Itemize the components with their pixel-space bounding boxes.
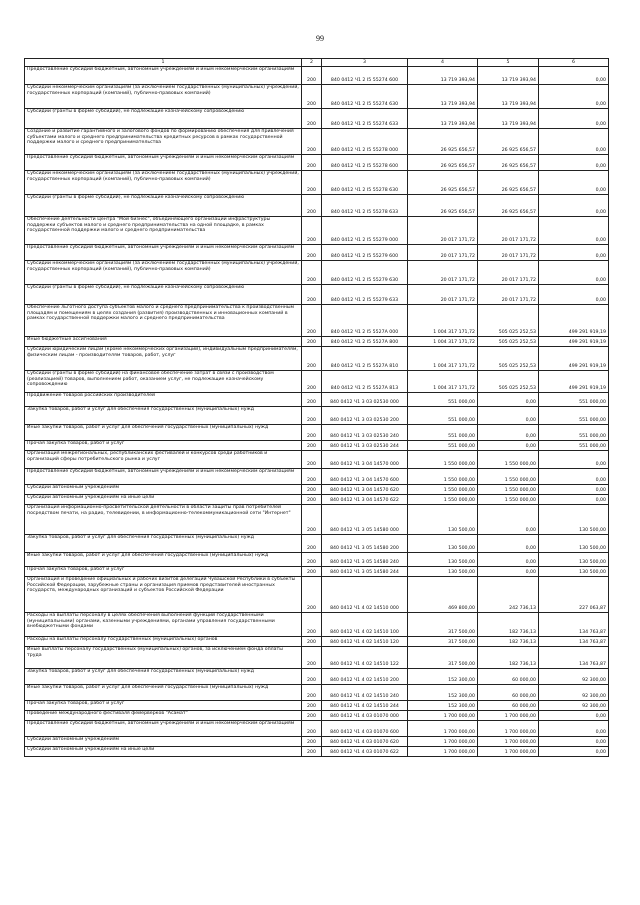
- row-classifier-code-cell: 840 0412 Ч1 2 I5 55278 633: [322, 195, 408, 217]
- row-executed-amount-cell: 20 017 171,72: [478, 217, 539, 245]
- row-line-code-cell: 200: [302, 305, 322, 337]
- table-row: [25, 129, 609, 155]
- row-approved-amount-cell: 26 925 656,57: [408, 195, 478, 217]
- row-executed-amount-cell: 20 017 171,72: [478, 261, 539, 285]
- row-executed-amount-cell: 182 736,13: [478, 647, 539, 669]
- row-name-cell: Субсидии (гранты в форме субсидий), не подлежащие казначейскому сопровождению: [25, 109, 302, 129]
- row-executed-amount-cell: 1 700 000,00: [478, 737, 539, 747]
- table-row: [25, 451, 609, 469]
- table-row: [25, 505, 609, 535]
- row-name-cell: Предоставление субсидий бюджетным, автономным учреждениям и иным некоммерческим организациям: [25, 721, 302, 737]
- row-classifier-code-cell: 840 0412 Ч1 3 04 14570 000: [322, 451, 408, 469]
- row-line-code-cell: 200: [302, 505, 322, 535]
- row-executed-amount-cell: 0,00: [478, 441, 539, 451]
- row-unexecuted-amount-cell: 499 291 919,19: [539, 305, 609, 337]
- table-row: [25, 393, 609, 407]
- row-name-cell: Продвижение товаров российских производителей: [25, 393, 302, 407]
- row-classifier-code-cell: 840 0412 Ч1 4 02 14510 000: [322, 577, 408, 613]
- row-unexecuted-amount-cell: 499 291 919,19: [539, 347, 609, 371]
- row-unexecuted-amount-cell: 0,00: [539, 85, 609, 109]
- row-unexecuted-amount-cell: 130 500,00: [539, 567, 609, 577]
- row-approved-amount-cell: 13 719 393,94: [408, 67, 478, 85]
- row-unexecuted-amount-cell: 0,00: [539, 217, 609, 245]
- row-unexecuted-amount-cell: 227 063,87: [539, 577, 609, 613]
- row-classifier-code-cell: 840 0412 Ч1 4 03 01070 000: [322, 711, 408, 721]
- row-classifier-code-cell: 840 0412 Ч1 3 05 14580 000: [322, 505, 408, 535]
- row-line-code-cell: 200: [302, 737, 322, 747]
- row-unexecuted-amount-cell: 0,00: [539, 495, 609, 505]
- row-classifier-code-cell: 840 0412 Ч1 4 02 14510 244: [322, 701, 408, 711]
- row-approved-amount-cell: 1 700 000,00: [408, 737, 478, 747]
- row-approved-amount-cell: 1 004 317 171,72: [408, 347, 478, 371]
- row-approved-amount-cell: 152 300,00: [408, 685, 478, 701]
- row-approved-amount-cell: 13 719 393,94: [408, 85, 478, 109]
- table-row: [25, 285, 609, 305]
- row-unexecuted-amount-cell: 551 000,00: [539, 441, 609, 451]
- row-approved-amount-cell: 130 500,00: [408, 553, 478, 567]
- row-unexecuted-amount-cell: 92 300,00: [539, 701, 609, 711]
- row-classifier-code-cell: 840 0412 Ч1 3 04 14570 620: [322, 485, 408, 495]
- row-approved-amount-cell: 551 000,00: [408, 393, 478, 407]
- row-name-cell: Организация информационно-просветительской деятельности в области защиты прав потребителей посредством печати, на радио, телевидении, в информационно-телекоммуникационной сети "Интернет": [25, 505, 302, 535]
- row-line-code-cell: 200: [302, 495, 322, 505]
- row-unexecuted-amount-cell: 0,00: [539, 67, 609, 85]
- row-unexecuted-amount-cell: 0,00: [539, 245, 609, 261]
- row-executed-amount-cell: 0,00: [478, 535, 539, 553]
- row-name-cell: Субсидии некоммерческим организациям (за исключением государственных (муниципальных) учреждений, государственных корпораций (компаний), публично-правовых компаний): [25, 261, 302, 285]
- row-approved-amount-cell: 20 017 171,72: [408, 285, 478, 305]
- row-unexecuted-amount-cell: 134 763,87: [539, 613, 609, 637]
- row-line-code-cell: 200: [302, 553, 322, 567]
- row-unexecuted-amount-cell: 0,00: [539, 737, 609, 747]
- row-classifier-code-cell: 840 0412 Ч1 2 I5 55279 600: [322, 245, 408, 261]
- table-row: [25, 245, 609, 261]
- row-classifier-code-cell: 840 0412 Ч1 2 I5 5527А 800: [322, 337, 408, 347]
- row-name-cell: Обеспечение деятельности Центра "Мой бизнес", объединяющего организации инфраструктуры поддержки субъектов малого и среднего предпринимательства на одной площадке, в рамках государственной поддержки малого и среднего предпринимательства: [25, 217, 302, 245]
- row-name-cell: Субсидии некоммерческим организациям (за исключением государственных (муниципальных) учреждений, государственных корпораций (компаний), публично-правовых компаний): [25, 171, 302, 195]
- table-row: [25, 407, 609, 425]
- row-name-cell: Проведение международного фестиваля фейерверков "Асамат": [25, 711, 302, 721]
- row-unexecuted-amount-cell: 0,00: [539, 747, 609, 757]
- row-executed-amount-cell: 1 550 000,00: [478, 495, 539, 505]
- row-classifier-code-cell: 840 0412 Ч1 2 I5 5527А 810: [322, 347, 408, 371]
- table-row: [25, 441, 609, 451]
- row-unexecuted-amount-cell: 551 000,00: [539, 393, 609, 407]
- row-classifier-code-cell: 840 0412 Ч1 4 03 01070 622: [322, 747, 408, 757]
- row-name-cell: Субсидии автономным учреждениям: [25, 485, 302, 495]
- row-name-cell: Прочая закупка товаров, работ и услуг: [25, 567, 302, 577]
- row-classifier-code-cell: 840 0412 Ч1 2 I5 5527А 813: [322, 371, 408, 393]
- row-name-cell: Иные закупки товаров, работ и услуг для обеспечения государственных (муниципальных) нужд: [25, 553, 302, 567]
- row-classifier-code-cell: 840 0412 Ч1 3 03 02530 244: [322, 441, 408, 451]
- table-row: [25, 347, 609, 371]
- row-line-code-cell: 200: [302, 647, 322, 669]
- row-approved-amount-cell: 1 550 000,00: [408, 495, 478, 505]
- row-name-cell: Создание и развитие гарантийного и залогового фондов по формированию обеспечения для привлечения субъектами малого и среднего предпринимательства кредитных ресурсов в рамках государственной поддержки малого и среднего предпринимательства: [25, 129, 302, 155]
- row-executed-amount-cell: 505 025 252,53: [478, 305, 539, 337]
- row-unexecuted-amount-cell: 92 300,00: [539, 685, 609, 701]
- row-approved-amount-cell: 1 550 000,00: [408, 451, 478, 469]
- row-name-cell: Субсидии (гранты в форме субсидий), не подлежащие казначейскому сопровождению: [25, 195, 302, 217]
- row-approved-amount-cell: 26 925 656,57: [408, 155, 478, 171]
- row-executed-amount-cell: 26 925 656,57: [478, 155, 539, 171]
- row-name-cell: Иные закупки товаров, работ и услуг для обеспечения государственных (муниципальных) нужд: [25, 685, 302, 701]
- row-unexecuted-amount-cell: 551 000,00: [539, 425, 609, 441]
- table-row: [25, 647, 609, 669]
- row-approved-amount-cell: 469 800,00: [408, 577, 478, 613]
- row-line-code-cell: 200: [302, 567, 322, 577]
- row-name-cell: Организация и проведение официальных и рабочих визитов делегаций Чувашской Республики в субъекты Российской Федерации, зарубежные страны и организация приемов представителей иностранных государств, международных организаций и субъектов Российской Федерации: [25, 577, 302, 613]
- row-approved-amount-cell: 130 500,00: [408, 567, 478, 577]
- header-col-2: 2: [302, 59, 322, 67]
- row-executed-amount-cell: 26 925 656,57: [478, 129, 539, 155]
- row-executed-amount-cell: 60 000,00: [478, 701, 539, 711]
- row-approved-amount-cell: 13 719 393,94: [408, 109, 478, 129]
- row-unexecuted-amount-cell: 0,00: [539, 451, 609, 469]
- row-line-code-cell: 200: [302, 577, 322, 613]
- table-row: [25, 109, 609, 129]
- row-classifier-code-cell: 840 0412 Ч1 2 I5 55274 630: [322, 85, 408, 109]
- row-classifier-code-cell: 840 0412 Ч1 2 I5 55278 630: [322, 171, 408, 195]
- table-row: [25, 195, 609, 217]
- row-line-code-cell: 200: [302, 747, 322, 757]
- header-col-4: 4: [408, 59, 478, 67]
- row-name-cell: Предоставление субсидий бюджетным, автономным учреждениям и иным некоммерческим организациям: [25, 469, 302, 485]
- row-classifier-code-cell: 840 0412 Ч1 2 I5 5527А 000: [322, 305, 408, 337]
- row-unexecuted-amount-cell: 0,00: [539, 129, 609, 155]
- table-row: [25, 155, 609, 171]
- row-approved-amount-cell: 551 000,00: [408, 425, 478, 441]
- row-approved-amount-cell: 130 500,00: [408, 535, 478, 553]
- row-executed-amount-cell: 1 700 000,00: [478, 721, 539, 737]
- row-name-cell: Расходы на выплаты персоналу в целях обеспечения выполнения функций государственными (муниципальными) органами, казенными учреждениями, органами управления государственными внебюджетными фондами: [25, 613, 302, 637]
- row-line-code-cell: 200: [302, 109, 322, 129]
- row-executed-amount-cell: 1 700 000,00: [478, 747, 539, 757]
- table-row: [25, 337, 609, 347]
- row-classifier-code-cell: 840 0412 Ч1 4 03 01070 620: [322, 737, 408, 747]
- row-name-cell: Обеспечение льготного доступа субъектов малого и среднего предпринимательства к производственным площадям и помещениям в целях создания (развития) производственных и инновационных компаний в рамках государственной поддержки малого и среднего предпринимательства: [25, 305, 302, 337]
- row-name-cell: Предоставление субсидий бюджетным, автономным учреждениям и иным некоммерческим организациям: [25, 155, 302, 171]
- row-executed-amount-cell: 1 550 000,00: [478, 469, 539, 485]
- row-classifier-code-cell: 840 0412 Ч1 2 I5 55274 633: [322, 109, 408, 129]
- table-row: [25, 535, 609, 553]
- row-classifier-code-cell: 840 0412 Ч1 4 02 14510 240: [322, 685, 408, 701]
- row-unexecuted-amount-cell: 0,00: [539, 109, 609, 129]
- row-executed-amount-cell: 242 736,13: [478, 577, 539, 613]
- table-row: [25, 495, 609, 505]
- row-classifier-code-cell: 840 0412 Ч1 3 03 02530 000: [322, 393, 408, 407]
- row-executed-amount-cell: 26 925 656,57: [478, 195, 539, 217]
- row-name-cell: Прочая закупка товаров, работ и услуг: [25, 701, 302, 711]
- row-approved-amount-cell: 1 004 317 171,72: [408, 337, 478, 347]
- header-col-6: 6: [539, 59, 609, 67]
- row-approved-amount-cell: 551 000,00: [408, 441, 478, 451]
- table-header-row: [25, 59, 609, 67]
- row-classifier-code-cell: 840 0412 Ч1 2 I5 55278 000: [322, 129, 408, 155]
- row-name-cell: Субсидии юридическим лицам (кроме некоммерческих организаций), индивидуальным предпринимателям, физическим лицам - производителям товаров, работ, услуг: [25, 347, 302, 371]
- row-approved-amount-cell: 317 500,00: [408, 637, 478, 647]
- row-line-code-cell: 200: [302, 85, 322, 109]
- row-executed-amount-cell: 0,00: [478, 553, 539, 567]
- row-line-code-cell: 200: [302, 171, 322, 195]
- row-executed-amount-cell: 0,00: [478, 393, 539, 407]
- row-name-cell: Закупка товаров, работ и услуг для обеспечения государственных (муниципальных) нужд: [25, 407, 302, 425]
- row-unexecuted-amount-cell: 499 291 919,19: [539, 337, 609, 347]
- table-row: [25, 721, 609, 737]
- row-line-code-cell: 200: [302, 347, 322, 371]
- row-line-code-cell: 200: [302, 407, 322, 425]
- table-row: [25, 553, 609, 567]
- row-approved-amount-cell: 551 000,00: [408, 407, 478, 425]
- row-classifier-code-cell: 840 0412 Ч1 4 03 01070 600: [322, 721, 408, 737]
- row-approved-amount-cell: 317 500,00: [408, 613, 478, 637]
- row-executed-amount-cell: 182 736,13: [478, 613, 539, 637]
- row-unexecuted-amount-cell: 130 500,00: [539, 505, 609, 535]
- row-line-code-cell: 200: [302, 285, 322, 305]
- row-line-code-cell: 200: [302, 535, 322, 553]
- row-unexecuted-amount-cell: 130 500,00: [539, 553, 609, 567]
- row-executed-amount-cell: 505 025 252,53: [478, 347, 539, 371]
- row-approved-amount-cell: 26 925 656,57: [408, 171, 478, 195]
- row-line-code-cell: 200: [302, 245, 322, 261]
- table-row: [25, 747, 609, 757]
- header-col-1: 1: [25, 59, 302, 67]
- row-unexecuted-amount-cell: 0,00: [539, 721, 609, 737]
- row-approved-amount-cell: 20 017 171,72: [408, 261, 478, 285]
- row-line-code-cell: 200: [302, 337, 322, 347]
- row-executed-amount-cell: 505 025 252,53: [478, 371, 539, 393]
- row-unexecuted-amount-cell: 134 763,87: [539, 637, 609, 647]
- row-approved-amount-cell: 152 300,00: [408, 701, 478, 711]
- row-executed-amount-cell: 20 017 171,72: [478, 285, 539, 305]
- row-name-cell: Расходы на выплаты персоналу государственных (муниципальных) органов: [25, 637, 302, 647]
- row-line-code-cell: 200: [302, 217, 322, 245]
- table-row: [25, 567, 609, 577]
- row-name-cell: Субсидии автономным учреждениям на иные цели: [25, 495, 302, 505]
- row-unexecuted-amount-cell: 0,00: [539, 261, 609, 285]
- row-executed-amount-cell: 60 000,00: [478, 669, 539, 685]
- row-line-code-cell: 200: [302, 485, 322, 495]
- row-unexecuted-amount-cell: 0,00: [539, 195, 609, 217]
- row-line-code-cell: 200: [302, 613, 322, 637]
- row-approved-amount-cell: 1 004 317 171,72: [408, 371, 478, 393]
- row-executed-amount-cell: 60 000,00: [478, 685, 539, 701]
- row-approved-amount-cell: 1 700 000,00: [408, 721, 478, 737]
- row-line-code-cell: 200: [302, 195, 322, 217]
- row-approved-amount-cell: 317 500,00: [408, 647, 478, 669]
- row-line-code-cell: 200: [302, 67, 322, 85]
- row-unexecuted-amount-cell: 551 000,00: [539, 407, 609, 425]
- row-classifier-code-cell: 840 0412 Ч1 3 04 14570 622: [322, 495, 408, 505]
- row-name-cell: Закупка товаров, работ и услуг для обеспечения государственных (муниципальных) нужд: [25, 669, 302, 685]
- row-classifier-code-cell: 840 0412 Ч1 2 I5 55279 630: [322, 261, 408, 285]
- row-approved-amount-cell: 130 500,00: [408, 505, 478, 535]
- row-executed-amount-cell: 13 719 393,94: [478, 67, 539, 85]
- row-approved-amount-cell: 20 017 171,72: [408, 217, 478, 245]
- row-line-code-cell: 200: [302, 637, 322, 647]
- row-classifier-code-cell: 840 0412 Ч1 3 04 14570 600: [322, 469, 408, 485]
- row-classifier-code-cell: 840 0412 Ч1 3 05 14580 240: [322, 553, 408, 567]
- row-approved-amount-cell: 1 700 000,00: [408, 711, 478, 721]
- row-name-cell: Иные бюджетные ассигнования: [25, 337, 302, 347]
- row-classifier-code-cell: 840 0412 Ч1 2 I5 55279 633: [322, 285, 408, 305]
- table-row: [25, 577, 609, 613]
- header-col-5: 5: [478, 59, 539, 67]
- table-row: [25, 261, 609, 285]
- row-classifier-code-cell: 840 0412 Ч1 4 02 14510 200: [322, 669, 408, 685]
- row-line-code-cell: 200: [302, 721, 322, 737]
- row-name-cell: Субсидии автономным учреждениям: [25, 737, 302, 747]
- row-classifier-code-cell: 840 0412 Ч1 2 I5 55274 600: [322, 67, 408, 85]
- row-name-cell: Субсидии (гранты в форме субсидий) на финансовое обеспечение затрат в связи с производством (реализацией) товаров, выполнением работ, оказанием услуг, не подлежащие казначейскому сопровождению: [25, 371, 302, 393]
- row-approved-amount-cell: 152 300,00: [408, 669, 478, 685]
- table-row: [25, 67, 609, 85]
- row-executed-amount-cell: 0,00: [478, 407, 539, 425]
- table-row: [25, 85, 609, 109]
- header-col-3: 3: [322, 59, 408, 67]
- row-classifier-code-cell: 840 0412 Ч1 3 05 14580 200: [322, 535, 408, 553]
- row-unexecuted-amount-cell: 134 763,87: [539, 647, 609, 669]
- row-executed-amount-cell: 20 017 171,72: [478, 245, 539, 261]
- row-approved-amount-cell: 1 550 000,00: [408, 485, 478, 495]
- row-classifier-code-cell: 840 0412 Ч1 3 03 02530 240: [322, 425, 408, 441]
- row-classifier-code-cell: 840 0412 Ч1 2 I5 55278 600: [322, 155, 408, 171]
- row-approved-amount-cell: 20 017 171,72: [408, 245, 478, 261]
- row-name-cell: Субсидии (гранты в форме субсидий), не подлежащие казначейскому сопровождению: [25, 285, 302, 305]
- table-row: [25, 469, 609, 485]
- row-unexecuted-amount-cell: 0,00: [539, 711, 609, 721]
- row-unexecuted-amount-cell: 0,00: [539, 285, 609, 305]
- row-name-cell: Субсидии некоммерческим организациям (за исключением государственных (муниципальных) учреждений, государственных корпораций (компаний), публично-правовых компаний): [25, 85, 302, 109]
- budget-table: [24, 58, 609, 757]
- row-line-code-cell: 200: [302, 261, 322, 285]
- row-unexecuted-amount-cell: 0,00: [539, 485, 609, 495]
- row-executed-amount-cell: 0,00: [478, 505, 539, 535]
- row-executed-amount-cell: 182 736,13: [478, 637, 539, 647]
- row-line-code-cell: 200: [302, 669, 322, 685]
- row-executed-amount-cell: 1 700 000,00: [478, 711, 539, 721]
- row-unexecuted-amount-cell: 0,00: [539, 155, 609, 171]
- row-line-code-cell: 200: [302, 711, 322, 721]
- row-executed-amount-cell: 1 550 000,00: [478, 485, 539, 495]
- row-line-code-cell: 200: [302, 469, 322, 485]
- row-approved-amount-cell: 1 004 317 171,72: [408, 305, 478, 337]
- row-line-code-cell: 200: [302, 685, 322, 701]
- row-name-cell: Иные выплаты персоналу государственных (муниципальных) органов, за исключением фонда оплаты труда: [25, 647, 302, 669]
- row-unexecuted-amount-cell: 0,00: [539, 469, 609, 485]
- row-unexecuted-amount-cell: 130 500,00: [539, 535, 609, 553]
- row-approved-amount-cell: 26 925 656,57: [408, 129, 478, 155]
- table-row: [25, 171, 609, 195]
- row-classifier-code-cell: 840 0412 Ч1 3 03 02530 200: [322, 407, 408, 425]
- row-name-cell: Предоставление субсидий бюджетным, автономным учреждениям и иным некоммерческим организациям: [25, 67, 302, 85]
- page-number: 99: [316, 34, 324, 43]
- row-unexecuted-amount-cell: 499 291 919,19: [539, 371, 609, 393]
- table-row: [25, 485, 609, 495]
- row-classifier-code-cell: 840 0412 Ч1 3 05 14580 244: [322, 567, 408, 577]
- row-classifier-code-cell: 840 0412 Ч1 4 02 14510 100: [322, 613, 408, 637]
- table-row: [25, 711, 609, 721]
- table-row: [25, 737, 609, 747]
- row-unexecuted-amount-cell: 92 300,00: [539, 669, 609, 685]
- row-executed-amount-cell: 13 719 393,94: [478, 109, 539, 129]
- row-approved-amount-cell: 1 700 000,00: [408, 747, 478, 757]
- table-row: [25, 217, 609, 245]
- row-line-code-cell: 200: [302, 155, 322, 171]
- row-line-code-cell: 200: [302, 701, 322, 711]
- row-name-cell: Субсидии автономным учреждениям на иные цели: [25, 747, 302, 757]
- row-executed-amount-cell: 26 925 656,57: [478, 171, 539, 195]
- table-row: [25, 371, 609, 393]
- table-row: [25, 613, 609, 637]
- table-row: [25, 425, 609, 441]
- table-body: [25, 67, 609, 757]
- row-executed-amount-cell: 0,00: [478, 425, 539, 441]
- row-unexecuted-amount-cell: 0,00: [539, 171, 609, 195]
- table-row: [25, 669, 609, 685]
- row-executed-amount-cell: 13 719 393,94: [478, 85, 539, 109]
- row-name-cell: Прочая закупка товаров, работ и услуг: [25, 441, 302, 451]
- table-row: [25, 701, 609, 711]
- row-line-code-cell: 200: [302, 129, 322, 155]
- row-name-cell: Организация межрегиональных, республиканских фестивалей и конкурсов среди работников и организаций сферы потребительского рынка и услуг: [25, 451, 302, 469]
- row-executed-amount-cell: 0,00: [478, 567, 539, 577]
- table-row: [25, 637, 609, 647]
- row-executed-amount-cell: 505 025 252,53: [478, 337, 539, 347]
- row-classifier-code-cell: 840 0412 Ч1 4 02 14510 122: [322, 647, 408, 669]
- row-line-code-cell: 200: [302, 371, 322, 393]
- row-line-code-cell: 200: [302, 451, 322, 469]
- table-row: [25, 685, 609, 701]
- row-line-code-cell: 200: [302, 441, 322, 451]
- row-approved-amount-cell: 1 550 000,00: [408, 469, 478, 485]
- row-classifier-code-cell: 840 0412 Ч1 2 I5 55279 000: [322, 217, 408, 245]
- row-line-code-cell: 200: [302, 425, 322, 441]
- row-executed-amount-cell: 1 550 000,00: [478, 451, 539, 469]
- row-classifier-code-cell: 840 0412 Ч1 4 02 14510 120: [322, 637, 408, 647]
- row-line-code-cell: 200: [302, 393, 322, 407]
- row-name-cell: Иные закупки товаров, работ и услуг для обеспечения государственных (муниципальных) нужд: [25, 425, 302, 441]
- table-row: [25, 305, 609, 337]
- row-name-cell: Предоставление субсидий бюджетным, автономным учреждениям и иным некоммерческим организациям: [25, 245, 302, 261]
- row-name-cell: Закупка товаров, работ и услуг для обеспечения государственных (муниципальных) нужд: [25, 535, 302, 553]
